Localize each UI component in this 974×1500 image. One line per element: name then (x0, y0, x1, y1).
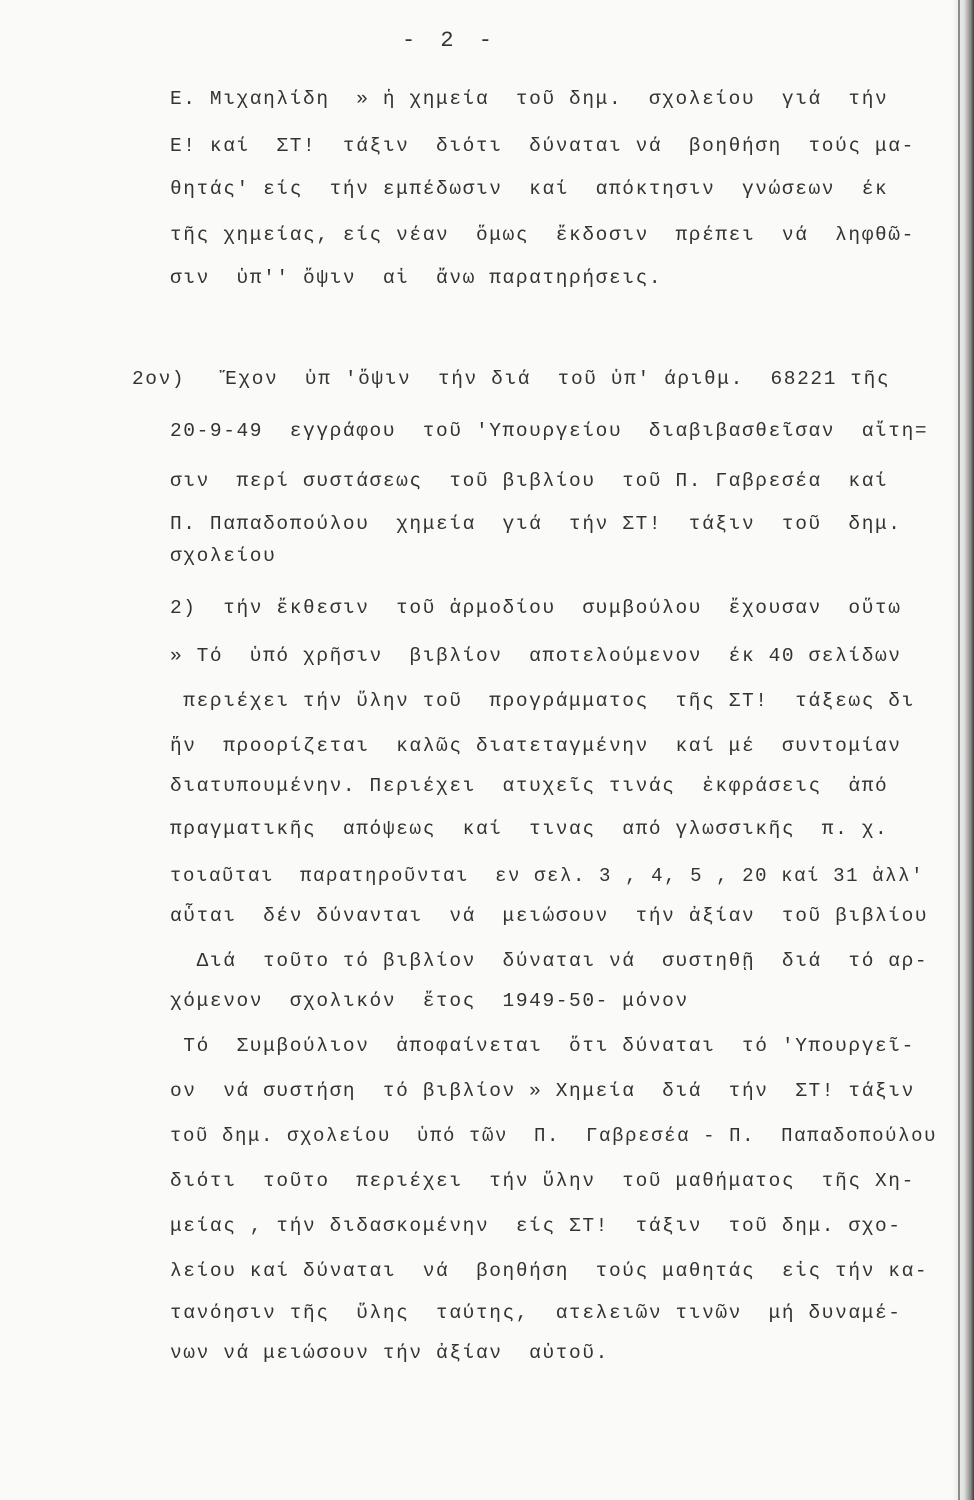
text-line: αὗται δέν δύνανται νά μειώσουν τήν ἀξίαν τοῦ βιβλίου (170, 905, 929, 927)
page-number: - 2 - (401, 28, 498, 53)
text-line: 2) τήν ἔκθεσιν τοῦ ἁρμοδίου συμβούλου ἔχουσαν οὕτω (170, 597, 902, 619)
text-line: τοιαῦται παρατηροῦνται εν σελ. 3 , 4, 5 , 20 καί 31 ἀλλ' (170, 865, 925, 887)
page-edge-shadow (952, 0, 974, 1500)
text-line: τῆς χημείας, είς νέαν ὅμως ἔκδοσιν πρέπει νά ληφθῶ- (170, 224, 915, 246)
text-line: σιν ὑπ'' ὄψιν αἱ ἄνω παρατηρήσεις. (170, 267, 663, 289)
text-line: τανόησιν τῆς ὕλης ταύτης, ατελειῶν τινῶν μή δυναμέ- (170, 1302, 902, 1324)
text-line: ἥν προορίζεται καλῶς διατεταγμένην καί μέ συντομίαν (170, 735, 902, 757)
text-line: διότι τοῦτο περιέχει τήν ὕλην τοῦ μαθήματος τῆς Χη- (170, 1170, 915, 1192)
text-line: σχολείου (170, 545, 277, 567)
text-line: Ε! καί ΣΤ! τάξιν διότι δύναται νά βοηθήση τούς μα- (170, 135, 915, 157)
text-line: Ε. Μιχαηλίδη » ἡ χημεία τοῦ δημ. σχολείου γιά τήν (170, 88, 889, 110)
text-line: Π. Παπαδοπούλου χημεία γιά τήν ΣΤ! τάξιν τοῦ δημ. (170, 513, 902, 535)
text-line: τοῦ δημ. σχολείου ὑπό τῶν Π. Γαβρεσέα - Π. Παπαδοπούλου (170, 1125, 938, 1147)
text-line: 2ον) Ἔχον ὑπ 'ὄψιν τήν διά τοῦ ὑπ' άριθμ. 68221 τῆς (132, 368, 891, 390)
text-line: 20-9-49 εγγράφου τοῦ 'Υπουργείου διαβιβασθεῖσαν αἴτη= (170, 420, 929, 442)
text-line: ον νά συστήση τό βιβλίον » Χημεία διά τήν ΣΤ! τάξιν (170, 1080, 915, 1102)
text-line: νων νά μειώσουν τήν ἀξίαν αὐτοῦ. (170, 1342, 609, 1364)
text-line: περιέχει τήν ὕλην τοῦ προγράμματος τῆς ΣΤ! τάξεως δι (170, 690, 915, 712)
text-line: » Τό ὑπό χρῆσιν βιβλίον αποτελούμενον έκ 40 σελίδων (170, 645, 902, 667)
text-line: χόμενον σχολικόν ἔτος 1949-50- μόνον (170, 990, 689, 1012)
text-line: Διά τοῦτο τό βιβλίον δύναται νά συστηθῇ διά τό αρ- (170, 950, 929, 972)
text-line: σιν περί συστάσεως τοῦ βιβλίου τοῦ Π. Γαβρεσέα καί (170, 470, 889, 492)
text-line: θητάς' είς τήν εμπέδωσιν καί απόκτησιν γνώσεων έκ (170, 178, 889, 200)
page-edge-line (958, 0, 960, 1500)
text-line: διατυπουμένην. Περιέχει ατυχεῖς τινάς ἐκφράσεις ἀπό (170, 775, 889, 797)
text-line: πραγματικῆς απόψεως καί τινας από γλωσσικῆς π. χ. (170, 818, 889, 840)
text-line: λείου καί δύναται νά βοηθήση τούς μαθητάς εἰς τήν κα- (170, 1260, 929, 1282)
text-line: μείας , τήν διδασκομένην είς ΣΤ! τάξιν τοῦ δημ. σχο- (170, 1215, 902, 1237)
text-line: Τό Συμβούλιον ἀποφαίνεται ὅτι δύναται τό 'Υπουργεῖ- (170, 1035, 915, 1057)
